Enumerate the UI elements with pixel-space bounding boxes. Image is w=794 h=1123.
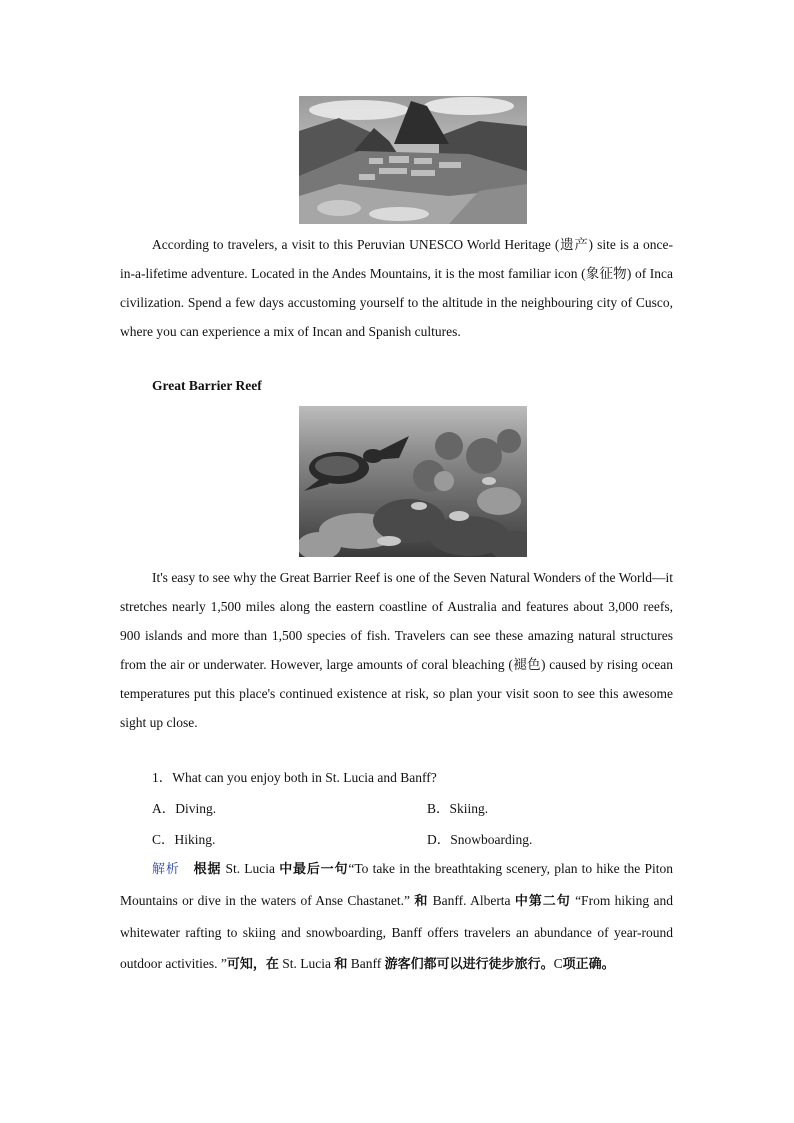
option-a: A．Diving. bbox=[152, 801, 217, 816]
reef-paragraph: It's easy to see why the Great Barrier Reef is one of the Seven Natural Wonders of the World—it stretches nearly 1,500 miles along the eastern coastline of Australia and features about 3,000 reefs, 900 islands and more than 1,500 species of fish. Travelers can see these amazing natural structures from the air or underwater. However, large amounts of coral bleaching (褪色) caused by rising ocean temperatures put this place's continued existence at risk, so plan your visit soon to see this awesome sight up close. bbox=[120, 570, 673, 730]
great-barrier-reef-photo bbox=[299, 406, 527, 557]
analysis-paragraph: 解析 根据 St. Lucia 中最后一句“To take in the breathtaking scenery, plan to hike the Piton Mountains or dive in the waters of Anse Chastanet.” 和 Banff. Alberta 中第二句 “From hiking and whitewater rafting to skiing and snowboarding, Banff offers travelers an abundance of year-round outdoor activities. ”可知，在 St. Lucia 和 Banff 游客们都可以进行徒步旅行。C项正确。 bbox=[120, 861, 673, 972]
machu-picchu-paragraph: According to travelers, a visit to this Peruvian UNESCO World Heritage (遗产) site is a once-in-a-lifetime adventure. Located in the Andes Mountains, it is the most familiar icon (象征物) of Inca civilization. Spend a few days accustoming yourself to the altitude in the neighbouring city of Cusco, where you can experience a mix of Incan and Spanish cultures. bbox=[120, 237, 673, 339]
question-stem: 1．What can you enjoy both in St. Lucia and Banff? bbox=[152, 770, 437, 785]
sea-turtle-coral-image bbox=[299, 406, 527, 557]
mountain-ruins-image bbox=[299, 96, 527, 224]
reef-heading: Great Barrier Reef bbox=[152, 378, 262, 393]
option-d: D．Snowboarding. bbox=[427, 832, 533, 847]
option-b: B．Skiing. bbox=[427, 801, 489, 816]
option-c: C．Hiking. bbox=[152, 832, 216, 847]
machu-picchu-photo bbox=[299, 96, 527, 224]
analysis-label: 解析 bbox=[152, 862, 180, 877]
